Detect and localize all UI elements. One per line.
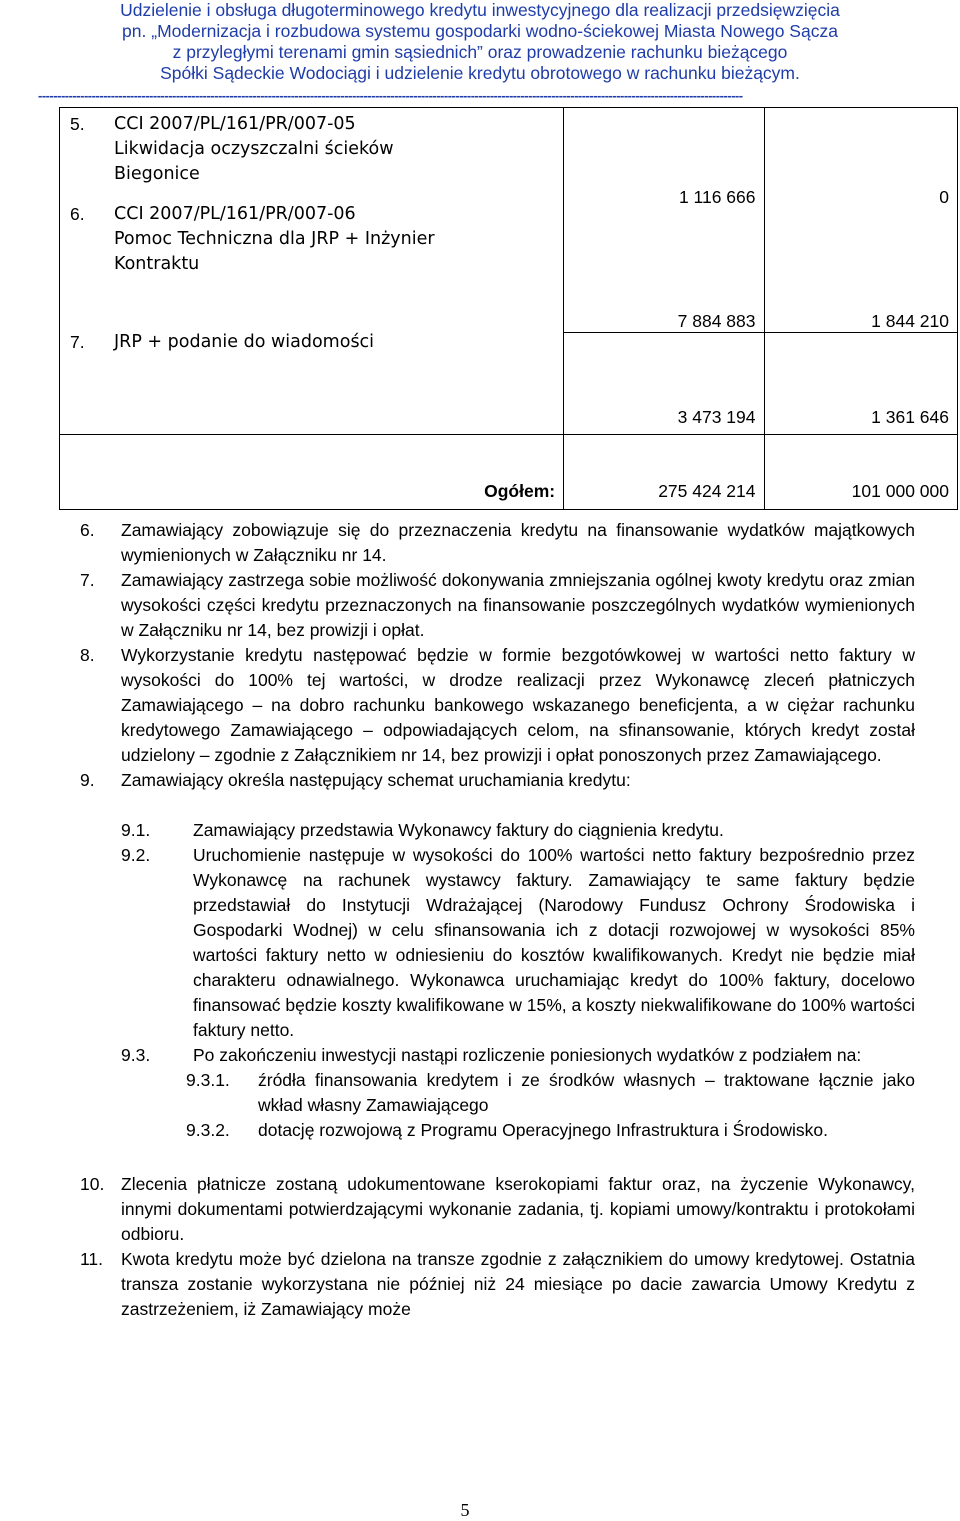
list-item: 6. Zamawiający zobowiązuje się do przeznaczenia kredytu na finansowanie wydatków majątkowych wymienionych w Załączniku nr 14. [80, 520, 915, 565]
total-cell [564, 435, 764, 510]
list-item: 11. Kwota kredytu może być dzielona na transze zgodnie z załącznikiem do umowy kredytowej. Ostatnia transza zostanie wykorzystana nie później niż 24 miesiące po dacie zawarcia Umowy Kredytu z zastrzeżeniem, iż Zamawiający może [80, 1249, 915, 1319]
project-code: CCI 2007/PL/161/PR/007-05 [114, 114, 356, 134]
cost-table [59, 107, 958, 510]
amount-cell: 1 361 646 [764, 333, 957, 435]
document-header [0, 0, 960, 84]
amount-cell: 0 1 844 210 [764, 108, 957, 333]
document-body [80, 518, 915, 1322]
project-title: Pomoc Techniczna dla JRP + Inżynier [114, 229, 435, 249]
sub-sub-list-item: 9.3.1. źródła finansowania kredytem i ze środków własnych – traktowane łącznie jako wkład własny Zamawiającego [186, 1070, 915, 1115]
total-amount: 275 424 214 [658, 481, 756, 501]
sub-list-item: 9.2. Uruchomienie następuje w wysokości do 100% wartości netto faktury bezpośrednio przez Wykonawcę na rachunek wystawcy faktury. Zamawiający te same faktury będzie przedstawiał do Instytucji Wdrażającej (Narodowy Fundusz Ochrony Środowiska i Gospodarki Wodnej) w celu sfinansowania ich z dotacji rozwojowej w wysokości 85% wartości faktury netto w odniesieniu do kosztów kwalifikowanych. Kredyt nie będzie miał charakteru odnawialnego. Wykonawca uruchamiając kredyt do 100% faktury, docelowo finansować będzie koszty kwalifikowane w 15%, a koszty niekwalifikowane do 100% wartości faktury netto. [121, 845, 915, 1040]
project-title: Biegonice [114, 164, 200, 184]
total-label-cell [60, 435, 564, 510]
header-line: pn. „Modernizacja i rozbudowa systemu gospodarki wodno-ściekowej Miasta Nowego Sącza [122, 21, 838, 41]
amount-cell: 3 473 194 [564, 333, 764, 435]
total-amount: 101 000 000 [851, 481, 949, 501]
project-title: Kontraktu [114, 254, 200, 274]
project-title: JRP + podanie do wiadomości [114, 332, 375, 352]
sub-sub-list-item: 9.3.2. dotację rozwojową z Programu Operacyjnego Infrastruktura i Środowisko. [186, 1120, 828, 1140]
amount-cell: 1 116 666 7 884 883 [564, 108, 764, 333]
header-separator: ---------------------------------------------------------------------------------------------------------------------------------------------------------------------------------------- [38, 88, 743, 103]
total-label: Ogółem: [484, 481, 556, 501]
list-item: 8. Wykorzystanie kredytu następować będzie w formie bezgotówkowej w wartości netto faktury w wysokości do 100% tej wartości, w drodze realizacji przez Wykonawcę zleceń płatniczych Zamawiającego – na dobro rachunku bankowego wskazanego beneficjenta, a w ciężar rachunku kredytowego Zamawiającego – odpowiadających celom, na sfinansowanie, których kredyt został udzielony – zgodnie z Załącznikiem nr 14, bez prowizji i opłat ponoszonych przez Zamawiającego. [80, 645, 915, 765]
sub-list-item: 9.1. Zamawiający przedstawia Wykonawcy faktury do ciągnienia kredytu. [121, 820, 724, 840]
project-title: Likwidacja oczyszczalni ścieków [114, 139, 394, 159]
header-line: Spółki Sądeckie Wodociągi i udzielenie kredytu obrotowego w rachunku bieżącym. [160, 63, 800, 83]
list-item: 7. Zamawiający zastrzega sobie możliwość dokonywania zmniejszania ogólnej kwoty kredytu oraz zmian wysokości części kredytu przeznaczonych na finansowanie poszczególnych wydatków wymienionych w Załączniku nr 14, bez prowizji i opłat. [80, 570, 915, 640]
list-item: 9. Zamawiający określa następujący schemat uruchamiania kredytu: [80, 770, 631, 790]
projects-cell [60, 108, 564, 435]
project-item: 7. JRP + podanie do wiadomości [70, 330, 555, 355]
list-item: 10. Zlecenia płatnicze zostaną udokumentowane kserokopiami faktur oraz, na życzenie Wykonawcy, innymi dokumentami potwierdzającymi wykonanie zadania, tj. kopiami umowy/kontraktu i protokołami odbioru. [80, 1174, 915, 1244]
header-line: z przyległymi terenami gmin sąsiednich” oraz prowadzenie rachunku bieżącego [172, 42, 788, 62]
project-item: 5. CCI 2007/PL/161/PR/007-05 Likwidacja oczyszczalni ścieków Biegonice [70, 112, 555, 187]
total-cell [764, 435, 957, 510]
header-line: Udzielenie i obsługa długoterminowego kredytu inwestycyjnego dla realizacji przedsięwzięcia [120, 0, 840, 20]
sub-list-item: 9.3. Po zakończeniu inwestycji nastąpi rozliczenie poniesionych wydatków z podziałem na: [121, 1045, 862, 1065]
project-code: CCI 2007/PL/161/PR/007-06 [114, 204, 356, 224]
page-number: 5 [460, 1500, 470, 1520]
project-item: 6. CCI 2007/PL/161/PR/007-06 Pomoc Techniczna dla JRP + Inżynier Kontraktu [70, 202, 555, 277]
